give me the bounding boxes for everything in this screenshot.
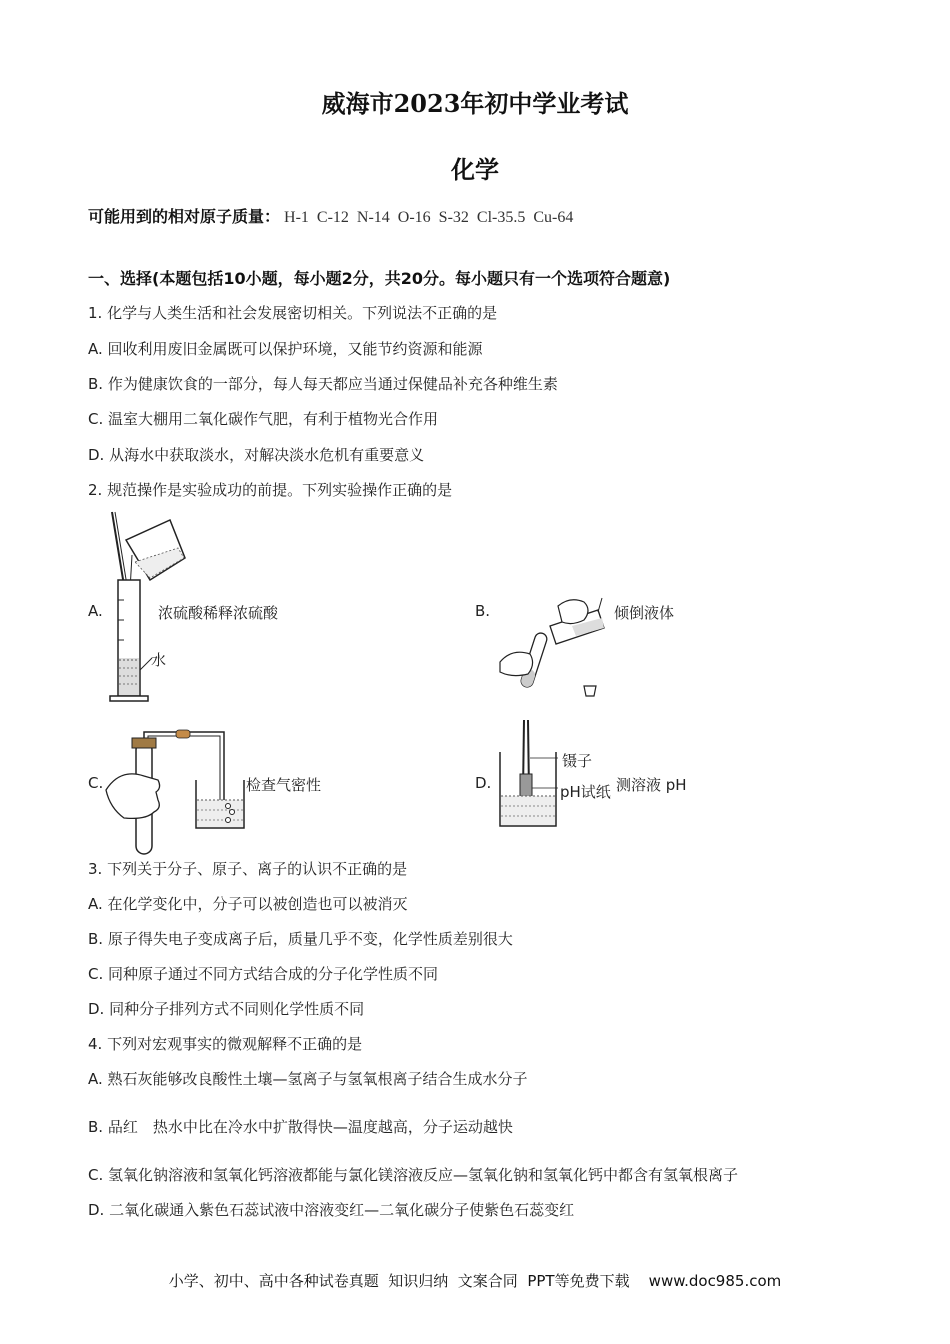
water-label: 水 [151, 651, 167, 669]
pouring-figure [492, 592, 612, 702]
q1-option-a: A. 回收利用废旧金属既可以保护环境，又能节约资源和能源 [88, 340, 483, 358]
page-title: 威海市2023年初中学业考试 [321, 89, 629, 118]
subject-title: 化学 [451, 155, 499, 184]
q3-option-a: A. 在化学变化中，分子可以被创造也可以被消灭 [88, 895, 408, 913]
ph-paper-label: pH试纸 [560, 783, 611, 801]
q1-option-d: D. 从海水中获取淡水，对解决淡水危机有重要意义 [88, 446, 425, 464]
ph-test-figure [496, 718, 560, 830]
q1-option-b: B. 作为健康饮食的一部分，每人每天都应当通过保健品补充各种维生素 [88, 375, 558, 393]
q3-option-d: D. 同种分子排列方式不同则化学性质不同 [88, 1000, 365, 1018]
footer-text: 小学、初中、高中各种试卷真题 知识归纳 文案合同 PPT等免费下载 www.doc985.com [168, 1272, 782, 1290]
tweezers-label: 镊子 [562, 752, 593, 770]
q4-stem: 4. 下列对宏观事实的微观解释不正确的是 [88, 1035, 363, 1053]
atomic-mass-label: 可能用到的相对原子质量： [88, 207, 281, 226]
q2-option-d-caption: 测溶液 pH [616, 776, 687, 794]
q2-option-c-letter: C. [88, 774, 104, 792]
q2-option-a-caption: 浓硫酸稀释浓硫酸 [158, 604, 279, 622]
q2-stem: 2. 规范操作是实验成功的前提。下列实验操作正确的是 [88, 481, 453, 499]
q2-option-c-caption: 检查气密性 [246, 776, 322, 794]
q4-option-a: A. 熟石灰能够改良酸性土壤—氢离子与氢氧根离子结合生成水分子 [88, 1070, 528, 1088]
q4-option-c: C. 氢氧化钠溶液和氢氧化钙溶液都能与氯化镁溶液反应—氢氧化钠和氢氧化钙中都含有氢氧根离子 [88, 1166, 739, 1184]
q3-option-b: B. 原子得失电子变成离子后，质量几乎不变，化学性质差别很大 [88, 930, 513, 948]
q2-option-a-letter: A. [88, 602, 103, 620]
q2-option-b-letter: B. [475, 602, 491, 620]
q3-stem: 3. 下列关于分子、原子、离子的认识不正确的是 [88, 860, 408, 878]
q3-option-c: C. 同种原子通过不同方式结合成的分子化学性质不同 [88, 965, 439, 983]
q1-stem: 1. 化学与人类生活和社会发展密切相关。下列说法不正确的是 [88, 304, 498, 322]
section-title: 一、选择(本题包括10小题，每小题2分，共20分。每小题只有一个选项符合题意) [88, 269, 671, 288]
atomic-mass-values: H-1 C-12 N-14 O-16 S-32 Cl-35.5 Cu-64 [284, 209, 574, 226]
q2-option-d-letter: D. [475, 774, 492, 792]
q4-option-d: D. 二氧化碳通入紫色石蕊试液中溶液变红—二氧化碳分子使紫色石蕊变红 [88, 1201, 575, 1219]
q2-option-b-caption: 倾倒液体 [614, 604, 675, 622]
q1-option-c: C. 温室大棚用二氧化碳作气肥，有利于植物光合作用 [88, 410, 439, 428]
airtightness-figure [104, 728, 249, 858]
q4-option-b: B. 品红 热水中比在冷水中扩散得快—温度越高，分子运动越快 [88, 1118, 513, 1136]
atomic-mass-line [88, 204, 573, 227]
